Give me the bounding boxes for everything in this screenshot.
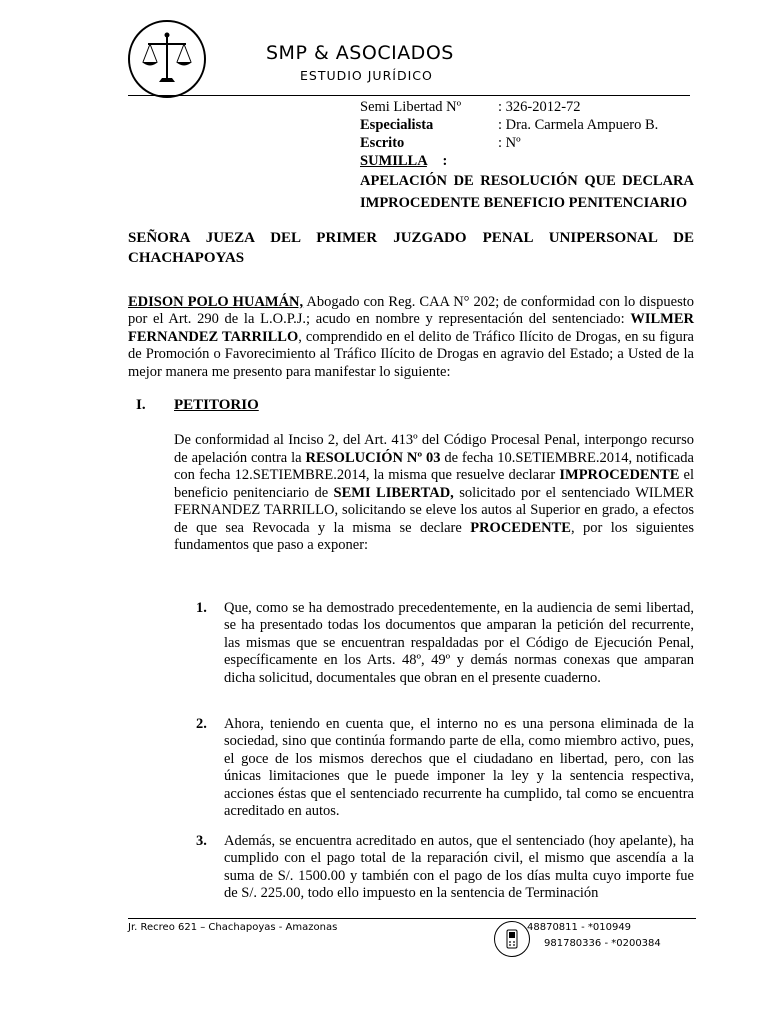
case-info-row (360, 98, 700, 116)
header-divider (128, 95, 690, 96)
petitorio-paragraph (174, 432, 694, 555)
section-number: I. (136, 397, 146, 413)
footer-divider (128, 918, 696, 919)
phone-icon (494, 921, 530, 957)
sumilla-colon: : (442, 153, 448, 169)
firm-subtitle: ESTUDIO JURÍDICO (300, 68, 433, 83)
list-item-number: 3. (196, 833, 207, 849)
sumilla-heading (360, 152, 700, 170)
firm-name: SMP & ASOCIADOS (266, 42, 454, 64)
phone-glyph-icon (495, 922, 529, 956)
list-item-number: 2. (196, 716, 207, 732)
lawyer-name: EDISON POLO HUAMÁN, (128, 294, 304, 310)
footer-phone-2: 981780336 - *0200384 (544, 938, 661, 949)
section-title: PETITORIO (174, 397, 259, 413)
case-info-value: : Dra. Carmela Ampuero B. (498, 117, 659, 133)
list-item-number: 1. (196, 600, 207, 616)
petitorio-text: De conformidad al Inciso 2, del Art. 413º del Código Procesal Penal, interpongo recurso de apelación contra la (174, 432, 694, 466)
petitorio-bold: RESOLUCIÓN Nº 03 (305, 449, 441, 466)
sumilla-label: SUMILLA (360, 153, 427, 169)
list-item (196, 600, 694, 687)
petitorio-text: solicitado por el sentenciado WILMER FERNANDEZ TARRILLO, solicitando se eleve los autos al Superior en grado, a efectos de que sea Revocada y la misma se declare (174, 484, 694, 536)
case-info-label: Especialista (360, 117, 434, 133)
scales-of-justice-logo (128, 20, 206, 98)
petitorio-bold: IMPROCEDENTE (559, 467, 680, 483)
intro-paragraph (128, 294, 694, 381)
footer-phone-1: 48870811 - *010949 (527, 922, 632, 933)
scales-icon (130, 22, 204, 96)
addressee: SEÑORA JUEZA DEL PRIMER JUZGADO PENAL UNIPERSONAL DE CHACHAPOYAS (128, 230, 694, 266)
intro-text: Abogado con Reg. CAA N° 202; de conformidad con lo dispuesto por el Art. 290 de la L.O.P.J.; acudo en nombre y representación del sentenciado: (128, 294, 694, 328)
case-info-value: : 326-2012-72 (498, 99, 581, 115)
list-item-text: Además, se encuentra acreditado en autos, que el sentenciado (hoy apelante), ha cumplido con el pago total de la reparación civil, el mismo que ascendía a la suma de S/. 1500.00 y también con el pago de los días multa cuyo importe fue de S/. 225.00, todo ello impuesto en la sentencia de Terminación (224, 833, 694, 902)
case-info-value: : Nº (498, 135, 521, 151)
list-item (196, 716, 694, 820)
footer-address: Jr. Recreo 621 – Chachapoyas - Amazonas (128, 922, 338, 933)
case-info-row (360, 116, 700, 134)
petitorio-text: de fecha 10.SETIEMBRE.2014, notificada con fecha 12.SETIEMBRE.2014, la misma que resuelve declarar (174, 449, 694, 483)
case-info (360, 98, 700, 214)
list-item-text: Ahora, teniendo en cuenta que, el interno no es una persona eliminada de la sociedad, sino que continúa formando parte de ella, como miembro activo, pues, el goce de los mismos derechos que el ciudadano en libertad, pero, con las únicas limitaciones que le puede imponer la ley y la sentencia respectiva, acciones éstas que el sentenciado recurrente ha cumplido, tal como se encuentra acreditado en autos. (224, 716, 694, 820)
intro-text: , comprendido en el delito de Tráfico Ilícito de Drogas, en su figura de Promoción o Favorecimiento al Tráfico Ilícito de Drogas en agravio del Estado; a Usted de la mejor manera me presento para manifestar lo siguiente: (128, 328, 694, 380)
petitorio-text: el beneficio penitenciario de (174, 467, 695, 501)
case-info-label: Escrito (360, 135, 405, 151)
case-info-label: Semi Libertad Nº (360, 99, 462, 115)
petitorio-text: , por los siguientes fundamentos que paso a exponer: (174, 519, 695, 553)
petitorio-bold: PROCEDENTE (470, 519, 571, 536)
sumilla-text: APELACIÓN DE RESOLUCIÓN QUE DECLARA IMPROCEDENTE BENEFICIO PENITENCIARIO (360, 173, 694, 211)
list-item (196, 833, 694, 903)
petitorio-bold: SEMI LIBERTAD, (333, 484, 454, 501)
sentenced-name: WILMER FERNANDEZ TARRILLO (128, 311, 694, 345)
list-item-text: Que, como se ha demostrado precedentemente, en la audiencia de semi libertad, se ha presentado todas los documentos que amparan la petición del recurrente, las mismas que se encuentran respaldadas por el Código de Ejecución Penal, específicamente en los Arts. 48º, 49º y demás normas conexas que amparan dicha solicitud, documentales que obran en el presente cuaderno. (224, 600, 694, 686)
case-info-row (360, 134, 700, 152)
